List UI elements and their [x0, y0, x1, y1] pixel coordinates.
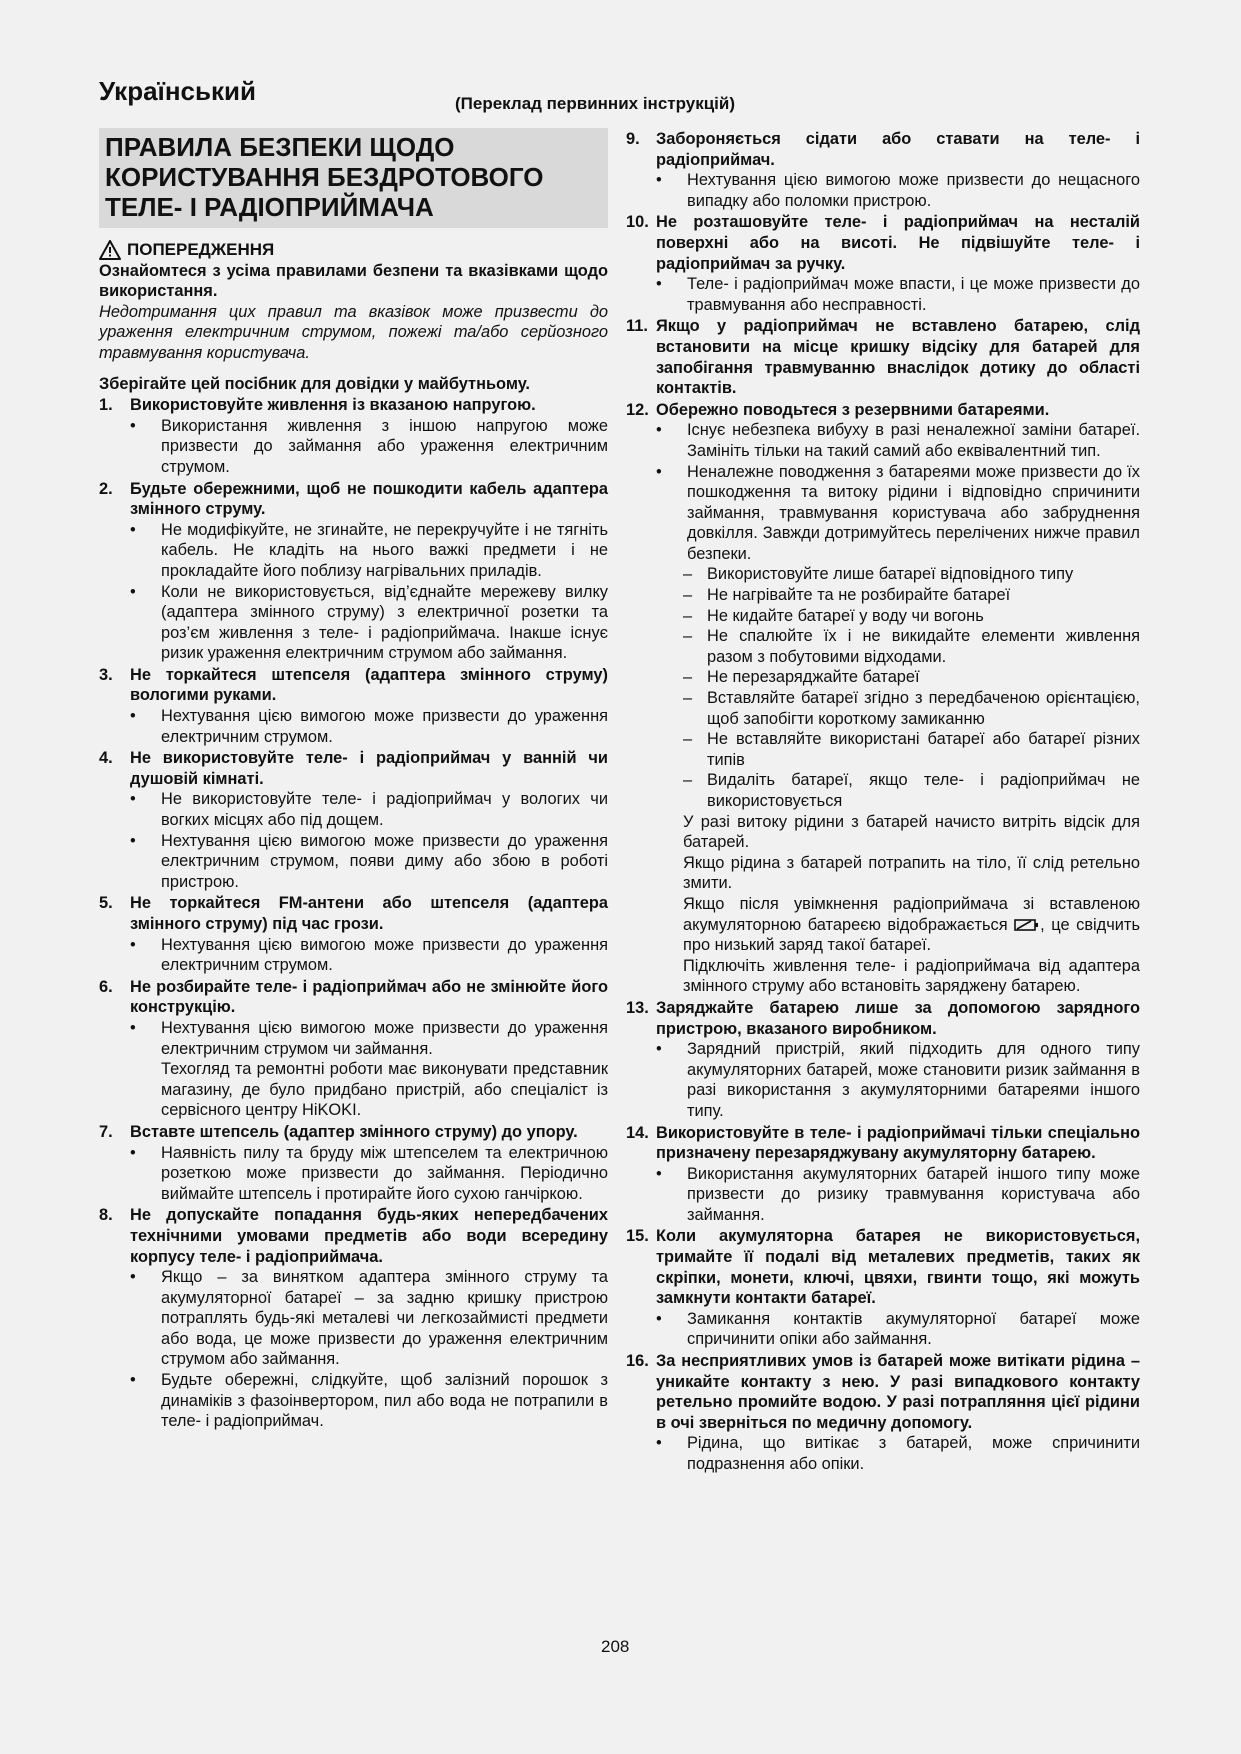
battery-rule-6: – Вставляйте батареї згідно з передбаченою орієнтацією, щоб запобігти короткому замиканню [683, 689, 1140, 728]
rule-15-bullet: • Замикання контактів акумуляторної батареї може спричинити опіки або займання. [656, 1309, 1140, 1349]
warning-triangle-icon [99, 240, 121, 260]
rule-10-bullet: • Теле- і радіоприймач може впасти, і це може призвести до травмування або несправності. [656, 275, 1140, 314]
rule-14-bullet: • Використання акумуляторних батарей іншого типу може призвести до ризику травмування користувача або займання. [656, 1164, 1140, 1224]
rule-1-bullet: • Використання живлення з іншою напругою може призвести до займання або ураження електричним струмом. [130, 416, 608, 476]
rule-4-bullet-1: • Не використовуйте теле- і радіоприймач у вологих чи вогких місцях або під дощем. [130, 790, 608, 830]
rule-8: 8. Не допускайте попадання будь-яких непередбачених технічними умовами предметів або води всередину корпусу теле- і радіоприймача. [99, 1206, 608, 1266]
warning-heading: ПОПЕРЕДЖЕННЯ [99, 240, 608, 261]
battery-rule-5: – Не перезаряджайте батареї [683, 668, 920, 687]
battery-rule-1: – Використовуйте лише батареї відповідного типу [683, 565, 1074, 584]
rule-5-bullet: • Нехтування цією вимогою може призвести до ураження електричним струмом. [130, 935, 608, 975]
rule-9: 9. Забороняється сідати або ставати на теле- і радіоприймач. [626, 130, 1140, 169]
left-column [99, 128, 608, 1432]
low-battery-note: Якщо після увімкнення радіоприймача зі вставленою акумуляторною батареєю відображається , це свідчить про низький заряд такої батареї. [683, 894, 1140, 955]
rule-13: 13. Заряджайте батарею лише за допомогою зарядного пристрою, вказаного виробником. [626, 998, 1140, 1038]
rule-3-bullet: • Нехтування цією вимогою може призвести до ураження електричним струмом. [130, 707, 608, 746]
rule-1: 1. Використовуйте живлення із вказаною напругою. [99, 396, 536, 415]
battery-rule-3: – Не кидайте батареї у воду чи вогонь [683, 606, 984, 625]
keep-manual-note: Зберігайте цей посібник для довідки у майбутньому. [99, 374, 530, 393]
rule-2-bullet-1: • Не модифікуйте, не згинайте, не перекручуйте і не тягніть кабель. Не кладіть на нього важкі предмети і не прокладайте його поблизу нагрівальних приладів. [130, 520, 608, 580]
rule-8-bullet-1: • Якщо – за винятком адаптера змінного струму та акумуляторної батареї – за задню кришку пристрою потраплять будь-які металеві чи легкозаймисті предмети або вода, це може призвести до ураження електричним струмом або займання. [130, 1268, 608, 1369]
rule-2-bullet-2: • Коли не використовується, від’єднайте мережеву вилку (адаптера змінного струму) з електричної розетки та роз’єм живлення з теле- і радіоприймача. Інакше існує ризик ураження електричним струмом або займання. [130, 582, 608, 663]
rule-7: 7. Вставте штепсель (адаптер змінного струму) до упору. [99, 1122, 578, 1141]
leak-note-1: У разі витоку рідини з батарей начисто витріть відсік для батарей. [683, 812, 1140, 852]
section-title: ПРАВИЛА БЕЗПЕКИ ЩОДО КОРИСТУВАННЯ БЕЗДРОТОВОГО ТЕЛЕ- І РАДІОПРИЙМАЧА [105, 132, 544, 222]
battery-rule-7: – Не вставляйте використані батареї або батареї різних типів [683, 730, 1140, 769]
rule-12: 12. Обережно поводьтеся з резервними батареями. [626, 400, 1050, 419]
rule-12-bullet-1: • Існує небезпека вибуху в разі неналежної заміни батареї. Замініть тільки на такий самий або еквівалентний тип. [656, 421, 1140, 460]
rule-6: 6. Не розбирайте теле- і радіоприймач або не змінюйте його конструкцію. [99, 977, 608, 1017]
low-battery-icon [1014, 918, 1040, 932]
rule-2: 2. Будьте обережними, щоб не пошкодити кабель адаптера змінного струму. [99, 479, 608, 519]
rule-5: 5. Не торкайтеся FM-антени або штепселя (адаптера змінного струму) під час грози. [99, 894, 608, 933]
right-column [626, 128, 1140, 1475]
section-title-box [99, 128, 608, 228]
translation-note: (Переклад первинних інструкцій) [455, 94, 736, 113]
rule-14: 14. Використовуйте в теле- і радіоприймачі тільки спеціально призначену перезаряджувану акумуляторну батарею. [626, 1123, 1140, 1163]
warning-consequence: Недотримання цих правил та вказівок може призвести до ураження електричним струмом, пожежі та/або серйозного травмування користувача. [99, 302, 608, 362]
rule-15: 15. Коли акумуляторна батарея не використовується, тримайте її подалі від металевих предметів, таких як скріпки, монети, ключі, цвяхи, гвинти тощо, які можуть замкнути контакти батареї. [626, 1227, 1140, 1308]
language-heading: Український [99, 76, 256, 106]
rule-6-bullet: • Нехтування цією вимогою може призвести до ураження електричним струмом чи займання. [130, 1018, 608, 1058]
rule-16: 16. За несприятливих умов із батарей може витікати рідина – уникайте контакту з нею. У разі випадкового контакту ретельно промийте водою. У разі потрапляння цієї рідини в очі зверніться по медичну допомогу. [626, 1352, 1140, 1432]
battery-rule-2: – Не нагрівайте та не розбирайте батареї [683, 586, 1011, 605]
rule-4: 4. Не використовуйте теле- і радіоприймач у ванній чи душовій кімнаті. [99, 749, 608, 788]
rule-9-bullet: • Нехтування цією вимогою може призвести до нещасного випадку або поломки пристрою. [656, 171, 1140, 210]
warning-intro: Ознайомтеся з усіма правилами безпени та вказівками щодо використання. [99, 261, 608, 301]
rule-13-bullet: • Зарядний пристрій, який підходить для одного типу акумуляторних батарей, може становити ризик займання в разі використання з акумуляторними батареями іншого типу. [656, 1040, 1140, 1120]
rule-11: 11. Якщо у радіоприймач не вставлено батарею, слід встановити на місце кришку відсіку для батарей для запобігання травмуванню внаслідок дотику до області контактів. [626, 317, 1140, 398]
rule-16-bullet: • Рідина, що витікає з батарей, може спричинити подразнення або опіки. [656, 1434, 1140, 1473]
page-number: 208 [601, 1637, 630, 1656]
rule-10: 10. Не розташовуйте теле- і радіоприймач на несталій поверхні або на висоті. Не підвішуйте теле- і радіоприймач за ручку. [626, 213, 1140, 273]
leak-note-2: Якщо рідина з батарей потрапить на тіло, її слід ретельно змити. [683, 853, 1140, 893]
rule-7-bullet: • Наявність пилу та бруду між штепселем та електричною розеткою може призвести до займання. Періодично виймайте штепсель і протирайте його сухою ганчіркою. [130, 1143, 608, 1203]
rule-4-bullet-2: • Нехтування цією вимогою може призвести до ураження електричним струмом, появи диму або збою в роботі пристрою. [130, 831, 608, 891]
rule-3: 3. Не торкайтеся штепселя (адаптера змінного струму) вологими руками. [99, 665, 608, 705]
battery-rule-8: – Видаліть батареї, якщо теле- і радіоприймач не використовується [683, 771, 1140, 810]
power-note: Підключіть живлення теле- і радіоприймача від адаптера змінного струму або встановіть заряджену батарею. [683, 956, 1140, 996]
battery-rule-4: – Не спалюйте їх і не викидайте елементи живлення разом з побутовими відходами. [683, 627, 1140, 666]
rule-12-bullet-2: • Неналежне поводження з батареями може призвести до їх пошкодження та витоку рідини і відповідно спричинити займання, травмування користувача або забруднення довкілля. Завжди дотримуйтесь перелічених нижче правил безпеки. [656, 462, 1140, 563]
rule-6-service-note: Техогляд та ремонтні роботи має виконувати представник магазину, де було придбано пристрій, або спеціаліст із сервісного центру HiKOKI. [161, 1060, 608, 1120]
rule-8-bullet-2: • Будьте обережні, слідкуйте, щоб залізний порошок з динаміків з фазоінвертором, пил або вода не потрапили в теле- і радіоприймач. [130, 1371, 608, 1431]
